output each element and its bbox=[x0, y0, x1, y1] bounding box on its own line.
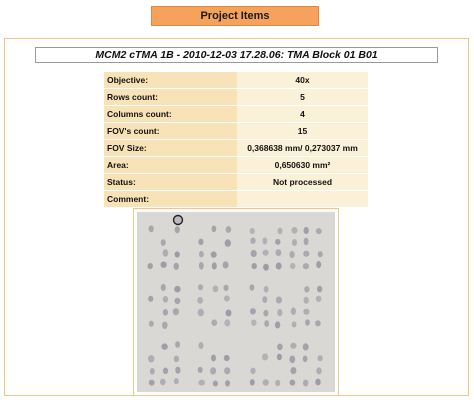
tissue-core[interactable] bbox=[251, 320, 256, 326]
property-label: Area: bbox=[104, 157, 237, 173]
tissue-core[interactable] bbox=[173, 308, 179, 315]
tissue-core[interactable] bbox=[316, 228, 322, 234]
tissue-core[interactable] bbox=[213, 381, 218, 387]
tissue-core[interactable] bbox=[224, 319, 230, 326]
tissue-core[interactable] bbox=[290, 367, 296, 374]
tissue-core[interactable] bbox=[210, 367, 216, 374]
tissue-core[interactable] bbox=[315, 379, 320, 386]
tissue-core[interactable] bbox=[263, 264, 269, 271]
tissue-core[interactable] bbox=[316, 367, 321, 374]
tissue-core[interactable] bbox=[223, 285, 228, 291]
tissue-core[interactable] bbox=[292, 239, 297, 246]
property-row-objective bbox=[104, 72, 368, 88]
tissue-core[interactable] bbox=[199, 262, 204, 270]
tissue-core[interactable] bbox=[175, 367, 180, 374]
property-label: FOV's count: bbox=[104, 123, 237, 139]
tma-image-frame bbox=[133, 208, 339, 396]
tissue-core[interactable] bbox=[160, 379, 166, 386]
tissue-core[interactable] bbox=[211, 355, 216, 362]
tissue-core[interactable] bbox=[316, 296, 322, 302]
property-label: FOV Size: bbox=[104, 140, 237, 156]
tissue-core[interactable] bbox=[174, 286, 180, 293]
property-row-fov-count bbox=[104, 123, 368, 139]
tissue-core[interactable] bbox=[161, 262, 167, 268]
tissue-core[interactable] bbox=[250, 368, 255, 374]
tissue-core[interactable] bbox=[174, 298, 180, 304]
tissue-core[interactable] bbox=[276, 297, 282, 304]
property-row-columns-count bbox=[104, 106, 368, 122]
project-item-panel bbox=[4, 38, 469, 396]
tissue-core[interactable] bbox=[250, 308, 256, 314]
tissue-core[interactable] bbox=[304, 286, 309, 292]
tissue-core[interactable] bbox=[318, 355, 323, 361]
tissue-core[interactable] bbox=[317, 286, 322, 293]
tissue-core[interactable] bbox=[303, 309, 309, 315]
tissue-core[interactable] bbox=[150, 368, 155, 375]
tissue-core[interactable] bbox=[276, 249, 282, 256]
tissue-core[interactable] bbox=[198, 309, 204, 316]
tissue-core[interactable] bbox=[224, 355, 230, 361]
tissue-core[interactable] bbox=[303, 356, 308, 363]
tissue-core[interactable] bbox=[149, 380, 155, 386]
tissue-core[interactable] bbox=[148, 355, 154, 362]
tissue-core[interactable] bbox=[174, 356, 179, 363]
tissue-core[interactable] bbox=[263, 310, 268, 317]
tissue-core[interactable] bbox=[162, 322, 168, 329]
property-row-status bbox=[104, 174, 368, 190]
property-value: Not processed bbox=[237, 174, 368, 190]
property-label: Comment: bbox=[104, 191, 237, 207]
property-value: 0,650630 mm² bbox=[237, 157, 368, 173]
project-items-tab[interactable] bbox=[151, 6, 319, 26]
tissue-core[interactable] bbox=[264, 320, 269, 327]
tissue-core[interactable] bbox=[263, 379, 269, 385]
property-row-rows-count bbox=[104, 89, 368, 105]
tissue-core[interactable] bbox=[262, 296, 267, 303]
tissue-core[interactable] bbox=[175, 341, 180, 348]
tissue-core[interactable] bbox=[250, 228, 255, 234]
tissue-core[interactable] bbox=[175, 251, 180, 257]
property-label: Columns count: bbox=[104, 106, 237, 122]
tissue-core[interactable] bbox=[149, 321, 154, 327]
tissue-core[interactable] bbox=[198, 284, 203, 290]
tissue-core[interactable] bbox=[290, 380, 296, 386]
tissue-core[interactable] bbox=[199, 342, 204, 349]
project-items-tab-label: Project Items bbox=[200, 10, 270, 22]
tissue-core[interactable] bbox=[161, 343, 167, 349]
tissue-core[interactable] bbox=[316, 261, 321, 268]
tissue-core[interactable] bbox=[292, 322, 297, 328]
tissue-core[interactable] bbox=[174, 263, 179, 270]
tissue-core[interactable] bbox=[291, 307, 296, 315]
tissue-core[interactable] bbox=[252, 263, 257, 269]
tissue-core[interactable] bbox=[275, 321, 280, 328]
tissue-core[interactable] bbox=[251, 250, 257, 257]
tissue-core[interactable] bbox=[225, 380, 230, 386]
tissue-core[interactable] bbox=[211, 251, 217, 257]
tissue-core[interactable] bbox=[225, 239, 231, 246]
tissue-core[interactable] bbox=[212, 262, 217, 269]
property-label: Rows count: bbox=[104, 89, 237, 105]
tissue-core[interactable] bbox=[226, 226, 232, 233]
property-row-comment bbox=[104, 191, 368, 207]
tissue-core[interactable] bbox=[304, 227, 309, 234]
tissue-core[interactable] bbox=[318, 251, 323, 257]
tissue-core[interactable] bbox=[275, 380, 280, 387]
tissue-core[interactable] bbox=[198, 367, 203, 373]
property-label: Status: bbox=[104, 174, 237, 190]
tissue-core[interactable] bbox=[250, 284, 255, 290]
tissue-core[interactable] bbox=[223, 261, 229, 268]
tissue-core[interactable] bbox=[303, 251, 309, 257]
property-value: 40x bbox=[237, 72, 368, 88]
tissue-core[interactable] bbox=[212, 226, 217, 233]
tissue-core[interactable] bbox=[226, 310, 232, 317]
tissue-core[interactable] bbox=[163, 309, 168, 316]
tissue-core[interactable] bbox=[303, 263, 309, 269]
property-value: 5 bbox=[237, 89, 368, 105]
tissue-core[interactable] bbox=[277, 344, 283, 351]
property-row-fov-size bbox=[104, 140, 368, 156]
tissue-core[interactable] bbox=[263, 250, 269, 256]
tissue-core[interactable] bbox=[278, 228, 283, 235]
tissue-core[interactable] bbox=[290, 343, 296, 349]
tissue-core[interactable] bbox=[303, 380, 308, 387]
tissue-core[interactable] bbox=[289, 356, 295, 364]
tissue-core[interactable] bbox=[198, 239, 203, 245]
property-value: 15 bbox=[237, 123, 368, 139]
property-row-area bbox=[104, 157, 368, 173]
tissue-core[interactable] bbox=[161, 284, 166, 291]
tissue-core[interactable] bbox=[276, 262, 282, 269]
item-title-text: MCM2 cTMA 1B - 2010-12-03 17.28.06: TMA Block 01 B01 bbox=[95, 49, 378, 61]
tissue-core[interactable] bbox=[148, 296, 153, 302]
tissue-core[interactable] bbox=[291, 227, 297, 234]
tissue-core[interactable] bbox=[275, 239, 280, 245]
tissue-core[interactable] bbox=[199, 251, 204, 258]
property-value: 0,368638 mm/ 0,273037 mm bbox=[237, 140, 368, 156]
tissue-core[interactable] bbox=[163, 368, 168, 375]
tissue-core[interactable] bbox=[174, 378, 179, 384]
tissue-core[interactable] bbox=[290, 263, 295, 269]
tissue-core[interactable] bbox=[262, 353, 268, 360]
property-value bbox=[237, 191, 368, 207]
property-value: 4 bbox=[237, 106, 368, 122]
tissue-core[interactable] bbox=[264, 286, 269, 293]
tissue-core[interactable] bbox=[290, 251, 295, 258]
tissue-core[interactable] bbox=[305, 319, 310, 325]
selected-tissue-core[interactable] bbox=[174, 216, 183, 225]
tissue-core[interactable] bbox=[250, 379, 255, 385]
tissue-core[interactable] bbox=[163, 249, 169, 257]
properties-table bbox=[104, 71, 368, 208]
item-title bbox=[35, 47, 438, 63]
tissue-core[interactable] bbox=[224, 295, 230, 301]
tissue-core[interactable] bbox=[263, 238, 268, 245]
tissue-core[interactable] bbox=[304, 297, 309, 304]
property-label: Objective: bbox=[104, 72, 237, 88]
tissue-core[interactable] bbox=[149, 225, 154, 232]
tissue-core[interactable] bbox=[211, 319, 217, 326]
tma-block-image[interactable] bbox=[137, 212, 335, 392]
tissue-core[interactable] bbox=[224, 367, 230, 374]
tissue-core[interactable] bbox=[304, 238, 309, 246]
tissue-core[interactable] bbox=[277, 354, 282, 361]
tissue-core[interactable] bbox=[303, 343, 309, 350]
tissue-core[interactable] bbox=[315, 320, 321, 326]
tissue-core[interactable] bbox=[175, 226, 180, 233]
tissue-core[interactable] bbox=[250, 238, 255, 244]
tissue-core[interactable] bbox=[199, 380, 205, 386]
tissue-core[interactable] bbox=[277, 309, 282, 316]
tissue-core[interactable] bbox=[161, 239, 166, 246]
tissue-core[interactable] bbox=[148, 263, 153, 269]
tissue-core[interactable] bbox=[163, 296, 168, 303]
tissue-core[interactable] bbox=[213, 286, 219, 293]
tissue-core[interactable] bbox=[197, 297, 203, 304]
